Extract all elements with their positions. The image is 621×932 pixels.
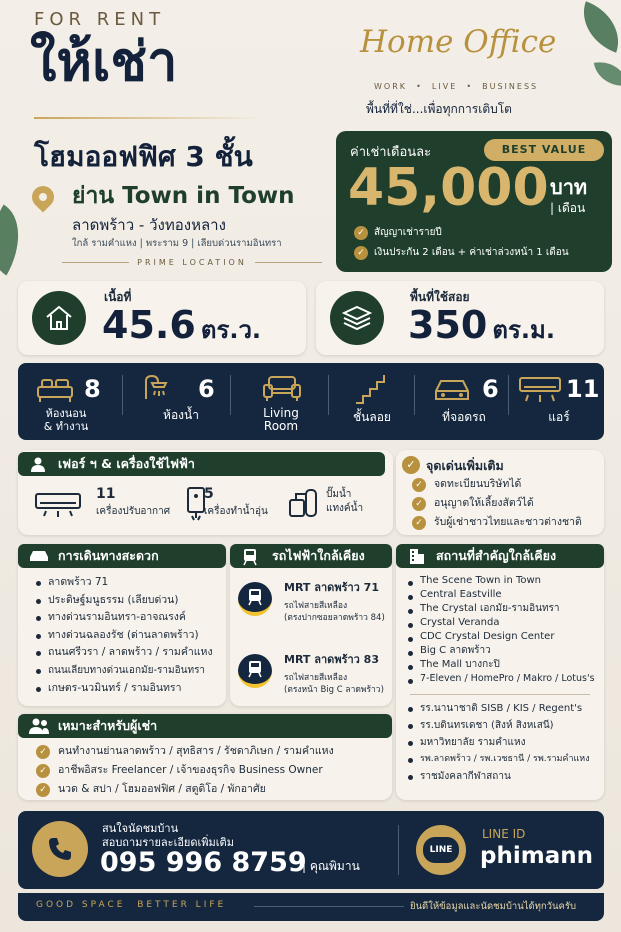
divider [122, 375, 123, 415]
leaf-decoration [0, 205, 36, 276]
bedrooms-label: ห้องนอน & ทำงาน [43, 407, 89, 433]
prime-location-text: PRIME LOCATION [137, 258, 247, 267]
places-card [396, 544, 604, 800]
places-divider [410, 694, 590, 695]
suitable-card [18, 714, 392, 800]
footer-divider [254, 906, 404, 907]
contact-line2: สอบถามรายละเอียดเพิ่มเติม [102, 836, 234, 849]
list-item: Big C ลาดพร้าว [406, 644, 604, 658]
train-icon [238, 582, 272, 616]
travel-header [18, 544, 226, 568]
divider [414, 375, 415, 415]
brand-slogan: พื้นที่ที่ใช่...เพื่อทุกการเติบโต [366, 102, 512, 116]
bathrooms-count: 6 [198, 375, 215, 403]
station-name: MRT ลาดพร้าว 71 [284, 581, 379, 594]
list-item: The Mall บางกะปิ [406, 658, 604, 672]
aircon-units-label: เครื่องปรับอากาศ [96, 506, 171, 517]
land-area-value: 45.6 ตร.ว. [102, 303, 262, 347]
line-app-icon[interactable] [416, 825, 466, 875]
list-item: มหาวิทยาลัย รามคำแหง [406, 734, 604, 751]
train-card [230, 544, 392, 706]
usable-area-label: พื้นที่ใช้สอย [410, 290, 470, 304]
check-icon: ✓ [36, 745, 50, 759]
land-area-label: เนื้อที่ [104, 290, 132, 304]
station-name: MRT ลาดพร้าว 83 [284, 653, 379, 666]
suitable-title: เหมาะสำหรับผู้เช่า [58, 718, 158, 733]
line-badge: LINE [423, 837, 459, 863]
list-item: ทางด่วนฉลองรัช (ด่านลาดพร้าว) [34, 627, 224, 645]
list-item: 7-Eleven / HomePro / Makro / Lotus's [406, 672, 604, 686]
list-item: รพ.ลาดพร้าว / รพ.เวชธานี / รพ.รามคำแหง [406, 751, 604, 768]
prime-location [62, 258, 322, 267]
list-item: เกษตร-นวมินทร์ / รามอินทรา [34, 680, 224, 698]
station-line: รถไฟสายสีเหลือง [284, 673, 348, 683]
spec-living-room [232, 363, 326, 440]
list-item: รร.บดินทรเดชา (สิงห์ สิงหเสนี) [406, 717, 604, 734]
train-icon [238, 654, 272, 688]
list-item: ทางด่วนรามอินทรา-อาจณรงค์ [34, 609, 224, 627]
price-conditions [354, 223, 610, 263]
list-item: ถนนศรีวรา / ลาดพร้าว / รามคำแหง [34, 644, 224, 662]
check-icon: ✓ [412, 478, 426, 492]
train-header [230, 544, 392, 568]
condition-item: ✓ เงินประกัน 2 เดือน + ค่าเช่าล่วงหน้า 1 เดือน [354, 243, 610, 263]
line-id-label: LINE ID [482, 827, 526, 841]
best-value-badge: BEST VALUE [484, 139, 604, 161]
spec-aircon [510, 363, 604, 440]
location-line: ย่าน Town in Town [72, 183, 295, 209]
price-label: ค่าเช่าเดือนละ [350, 145, 432, 160]
water-heater-label: เครื่องทำน้ำอุ่น [204, 506, 268, 517]
spec-mezzanine [330, 363, 414, 440]
parking-label: ที่จอดรถ [442, 410, 486, 424]
brand-logo: Home Office [360, 24, 557, 60]
price-per: | เดือน [550, 201, 586, 215]
line-id[interactable]: phimann [480, 843, 593, 869]
list-item: ✓ นวด & สปา / โฮมออฟฟิศ / สตูดิโอ / พักอาศัย [36, 780, 390, 799]
divider [328, 375, 329, 415]
bedrooms-count: 8 [84, 375, 101, 403]
furniture-title: เฟอร์ ฯ & เครื่องใช้ไฟฟ้า [58, 456, 195, 471]
footer-slogan: GOOD SPACE BETTER LIFE [36, 900, 227, 910]
footer [18, 893, 604, 921]
parking-count: 6 [482, 375, 499, 403]
user-icon [30, 456, 46, 472]
bed-icon [36, 375, 74, 405]
train-title: รถไฟฟ้าใกล้เคียง [272, 548, 365, 563]
usable-area-value: 350 ตร.ม. [408, 303, 555, 347]
sofa-icon [262, 373, 302, 403]
land-area-card [18, 281, 306, 355]
divider [230, 375, 231, 415]
list-item: ✓ จดทะเบียนบริษัทได้ [412, 475, 602, 494]
station-note: (ตรงหน้า Big C ลาดพร้าว) [284, 685, 384, 695]
spec-bedrooms [18, 363, 116, 440]
price-card [336, 131, 612, 272]
air-conditioner-icon [34, 492, 82, 518]
check-icon: ✓ [412, 516, 426, 530]
contact-bar [18, 811, 604, 889]
list-item: ✓ คนทำงานย่านลาดพร้าว / สุทธิสาร / รัชดาภิเษก / รามคำแหง [36, 742, 390, 761]
travel-list [34, 574, 224, 697]
car-icon [28, 549, 50, 563]
places-list-shopping [406, 574, 604, 686]
divider [508, 375, 509, 415]
brand-tagline: WORK • LIVE • BUSINESS [374, 82, 539, 91]
list-item: Central Eastville [406, 588, 604, 602]
usable-area-card [316, 281, 604, 355]
station-note: (ตรงปากซอยลาดพร้าว 84) [284, 613, 385, 623]
travel-card [18, 544, 226, 706]
price-amount: 45,000 [348, 158, 549, 218]
price-unit: บาท [550, 175, 588, 199]
aircon-label: แอร์ [548, 410, 570, 424]
living-room-label: Living Room [263, 406, 299, 433]
aircon-count: 11 [566, 375, 600, 403]
water-heater-count: 5 [204, 486, 214, 502]
location-pin-icon [27, 181, 58, 212]
building-icon [408, 547, 426, 565]
car-icon [432, 375, 472, 403]
for-rent-label: FOR RENT [34, 9, 166, 30]
check-icon: ✓ [412, 497, 426, 511]
house-icon [32, 291, 86, 345]
list-item: ราชมังคลากีฬาสถาน [406, 768, 604, 785]
list-item: ✓ อาชีพอิสระ Freelancer / เจ้าของธุรกิจ Business Owner [36, 761, 390, 780]
page-title: ให้เช่า [30, 30, 178, 93]
specs-bar [18, 363, 604, 440]
check-icon: ✓ [36, 783, 50, 797]
contact-name: | คุณพิมาน [302, 859, 360, 873]
phone-number[interactable]: 095 996 8759 [100, 847, 307, 878]
condition-item: ✓ สัญญาเช่ารายปี [354, 223, 610, 243]
list-item: รร.นานาชาติ SISB / KIS / Regent's [406, 700, 604, 717]
suitable-list [36, 742, 390, 799]
spec-bathrooms [126, 363, 226, 440]
property-type: โฮมออฟฟิศ 3 ชั้น [34, 140, 253, 173]
check-icon: ✓ [354, 226, 368, 240]
train-station [236, 578, 392, 630]
suitable-header [18, 714, 392, 738]
places-title: สถานที่สำคัญใกล้เคียง [436, 548, 557, 563]
places-header [396, 544, 604, 568]
list-item: Crystal Veranda [406, 616, 604, 630]
water-pump-label: ปั๊มน้ำ แทงค์น้ำ [326, 489, 364, 514]
places-list-education [406, 700, 604, 785]
highlights-title: จุดเด่นเพิ่มเติม [426, 458, 504, 473]
list-item: ✓ รับผู้เช่าชาวไทยและชาวต่างชาติ [412, 513, 602, 532]
stairs-icon [354, 373, 388, 405]
check-icon: ✓ [354, 246, 368, 260]
furniture-card [18, 450, 393, 535]
furniture-header [18, 452, 385, 476]
air-conditioner-icon [518, 375, 562, 405]
list-item: ลาดพร้าว 71 [34, 574, 224, 592]
list-item: ถนนเลียบทางด่วนเอกมัย-รามอินทรา [34, 662, 224, 680]
shower-icon [140, 373, 172, 405]
footer-note: ยินดีให้ข้อมูลและนัดชมบ้านได้ทุกวันครับ [410, 901, 576, 912]
spec-parking [416, 363, 506, 440]
nearby-areas: ใกล้ รามคำแหง | พระราม 9 | เลียบด่วนรามอินทรา [72, 238, 282, 249]
list-item: The Crystal เอกมัย-รามอินทรา [406, 602, 604, 616]
layers-icon [330, 291, 384, 345]
list-item: CDC Crystal Design Center [406, 630, 604, 644]
bathrooms-label: ห้องน้ำ [163, 408, 199, 422]
water-pump-icon [286, 486, 320, 520]
users-icon [28, 718, 50, 734]
check-icon: ✓ [402, 456, 420, 474]
train-icon [242, 548, 258, 566]
leaf-decoration [594, 58, 621, 91]
list-item: ประดิษฐ์มนูธรรม (เลียบด่วน) [34, 592, 224, 610]
contact-line1: สนใจนัดชมบ้าน [102, 822, 179, 835]
highlights-list [412, 475, 602, 532]
station-line: รถไฟสายสีเหลือง [284, 601, 348, 611]
list-item: The Scene Town in Town [406, 574, 604, 588]
highlights-card [396, 450, 604, 535]
list-item: ✓ อนุญาตให้เลี้ยงสัตว์ได้ [412, 494, 602, 513]
district: ลาดพร้าว - วังทองหลาง [72, 216, 226, 234]
contact-divider [398, 825, 399, 875]
train-station [236, 650, 392, 702]
aircon-units-count: 11 [96, 486, 116, 502]
mezzanine-label: ชั้นลอย [353, 410, 391, 424]
phone-icon[interactable] [32, 821, 88, 877]
check-icon: ✓ [36, 764, 50, 778]
travel-title: การเดินทางสะดวก [58, 548, 159, 563]
title-underline [34, 117, 264, 119]
